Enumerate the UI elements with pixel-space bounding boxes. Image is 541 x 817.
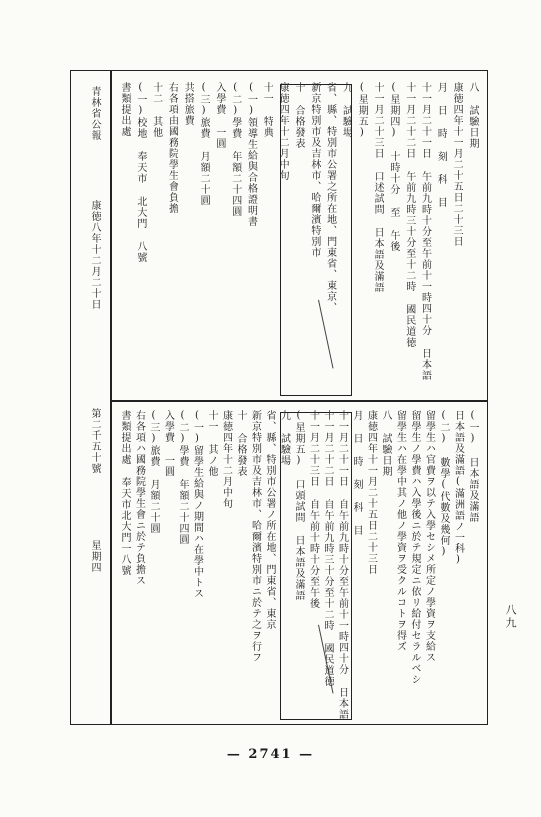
lower-text-column: 留學生ノ學費ハ入學後ニ於テ規定ニ依リ給付セラルベシ (409, 410, 420, 685)
upper-text-column: 康徳四年十二月中旬 (277, 82, 289, 181)
lower-text-column: 十一月二十二日 自午前九時三十分至十二時 國民道徳 (322, 410, 333, 687)
schedule-table-upper (280, 84, 352, 396)
lower-text-column: 省、縣、特別市公署ノ所在地、門東省、東京 (264, 410, 275, 630)
lower-text-column: (一)留學生給與ノ期間ハ在學中トス (191, 410, 203, 599)
upper-text-column: 十一月二十一日 午前九時十分至午前十一時四十分 日本語 (419, 82, 431, 381)
upper-text-column: 入學費 一圓 (213, 82, 225, 149)
lower-text-column: 月 日 時 刻 科 目 (351, 410, 362, 536)
lower-text-column: 右各項ハ國務院學生會ニ於テ負擔ス (133, 410, 145, 586)
lower-text-column: 康徳四年十二月中旬 (220, 410, 232, 509)
upper-text-column: (三)旅費 月額二十圓 (198, 82, 210, 206)
lower-text-column: 康徳四年十一月二十五日二十三日 (365, 410, 377, 575)
lower-text-column: 八 試驗日期 (380, 410, 391, 477)
lower-text-column: 十 合格發表 (235, 410, 246, 477)
upper-text-column: (二)學費 年額二十四圓 (229, 82, 241, 217)
issue-weekday: 星期四 (89, 540, 100, 573)
lower-text-column: 日本語及滿語(滿洲語ノ一科) (452, 410, 464, 566)
section-divider (110, 400, 488, 402)
gazette-title: 青林省公報 (89, 86, 100, 141)
lower-text-column: 入學費 一圓 (162, 410, 174, 477)
upper-text-column: (一)領導生給與合格證明書 (245, 82, 257, 227)
upper-text-column: 新京特別市及吉林市、哈爾濱特別市 (308, 82, 320, 258)
lower-text-column: (星期五) 口頭試問 日本語及滿語 (293, 410, 304, 601)
side-page-number: 八九 (504, 604, 517, 630)
lower-text-column: 留學生ハ官費ヲ以テ入學セシメ所定ノ學資ヲ支給ス (423, 410, 435, 663)
upper-text-column: 月 日 時 刻 科 目 (435, 82, 447, 208)
upper-text-column: (一)校地 奉天市 北大門 八號 (134, 82, 146, 263)
lower-text-column: 留學生ハ在學中其ノ他ノ學資ヲ受クルコトヲ得ズ (394, 410, 406, 652)
upper-text-column: 書類提出處 (119, 82, 130, 137)
lower-text-column: 九 試驗場 (278, 410, 290, 466)
upper-text-column: (星期四) 十時十分 至 午後 (387, 82, 399, 252)
lower-text-column: 十一月二十一日 自午前九時十分至午前十一時四十分 日本語 (336, 410, 348, 720)
upper-text-column: 右各項由國務院學生會負擔 (166, 82, 178, 214)
lower-text-column: 書類提出處 奉天市北大門一八號 (119, 410, 130, 576)
bottom-page-number: — 2741 — (226, 747, 315, 762)
upper-text-column: 共搭旅費 (182, 82, 194, 126)
upper-text-column: 十一 特典 (261, 82, 273, 138)
lower-text-column: (一) 日本語及滿語 (467, 410, 478, 523)
upper-text-column: 省、縣、特別市公署之所在地、門東省、東京、 (324, 82, 336, 313)
issue-date: 康徳八年十二月二十日 (89, 200, 100, 310)
upper-text-column: 八 試驗日期 (467, 82, 478, 149)
issue-number: 第二千五十號 (89, 408, 100, 474)
upper-text-column: 十一月二十二日 午前九時三十分至十二時 國民道徳 (403, 82, 415, 348)
upper-text-column: 康徳四年十一月二十五日二十三日 (451, 82, 463, 247)
header-divider (110, 70, 112, 725)
upper-text-column: 十二 其他 (150, 82, 162, 138)
schedule-table-lower (280, 412, 352, 720)
lower-text-column: (三)旅費 月額二十圓 (148, 410, 159, 534)
lower-text-column: 十一 其ノ他 (206, 410, 217, 477)
lower-text-column: (二) 數學(代數及幾何) (438, 410, 449, 558)
upper-text-column: 十 合格發表 (293, 82, 304, 149)
upper-text-column: 九 試驗場 (340, 82, 352, 138)
upper-text-column: (星期五) (356, 82, 368, 139)
lower-text-column: (二)學費 年額二十四圓 (177, 410, 188, 545)
upper-text-column: 十一月二十三日 口述試問 日本語及滿語 (372, 82, 384, 293)
lower-text-column: 十一月二十三日 自午前十時十分至午後 (307, 410, 319, 609)
lower-text-column: 新京特別市及吉林市、哈爾濱特別市ニ於テ之ヲ行フ (249, 410, 261, 663)
